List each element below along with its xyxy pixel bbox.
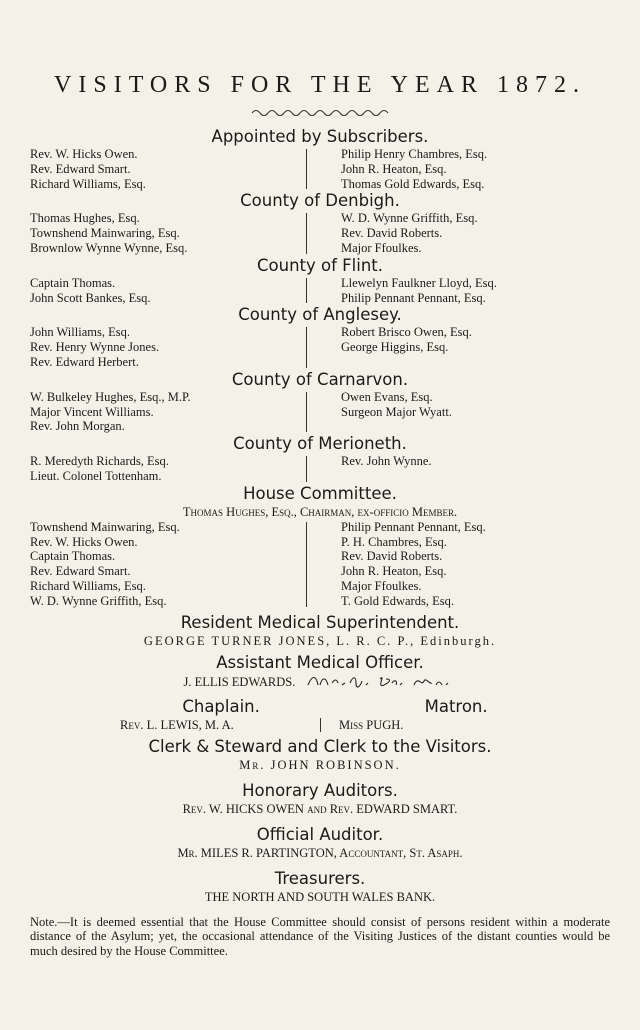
subscribers-heading: Appointed by Subscribers. (211, 127, 429, 146)
list-item: Townshend Mainwaring, Esq. (30, 226, 180, 241)
list-item: Rev. Henry Wynne Jones. (30, 340, 160, 355)
list-item: Richard Williams, Esq. (30, 578, 146, 593)
carnarvon-heading: County of Carnarvon. (231, 369, 409, 389)
chaplain-matron-headings (30, 697, 610, 717)
column-divider (306, 522, 307, 607)
anglesey-left-column (30, 325, 306, 369)
list-item: Robert Brisco Owen, Esq. (341, 325, 472, 340)
list-item: R. Meredyth Richards, Esq. (30, 454, 169, 469)
list-item: Captain Thomas. (30, 275, 116, 290)
flint-heading: County of Flint. (257, 255, 383, 275)
list-item: W. Bulkeley Hughes, Esq., M.P. (30, 389, 191, 404)
list-item: Thomas Gold Edwards, Esq. (341, 176, 485, 191)
list-item: Major Ffoulkes. (341, 240, 422, 255)
subscribers-right-column (319, 147, 610, 191)
resident-medical-heading: Resident Medical Superintendent. (180, 612, 460, 632)
list-item: Richard Williams, Esq. (30, 176, 146, 191)
list-item: Major Vincent Williams. (30, 404, 154, 419)
handwritten-signature-icon (306, 673, 456, 693)
merioneth-right-column (319, 454, 610, 484)
anglesey-right-column (319, 325, 610, 369)
house-left-column (30, 520, 306, 609)
column-divider (306, 392, 307, 432)
list-item: Major Ffoulkes. (341, 578, 422, 593)
list-item: Townshend Mainwaring, Esq. (30, 519, 180, 534)
page-title: VISITORS FOR THE YEAR 1872. (54, 72, 586, 98)
list-item: John Scott Bankes, Esq. (30, 290, 151, 305)
list-item: Owen Evans, Esq. (341, 389, 433, 404)
resident-medical-name: GEORGE TURNER JONES, L. R. C. P., Edinburgh. (143, 633, 497, 648)
list-item: Rev. Edward Herbert. (30, 354, 139, 369)
official-auditor-name: Mr. MILES R. PARTINGTON, Accountant, St. Asaph. (177, 845, 463, 860)
list-item: W. D. Wynne Griffith, Esq. (341, 211, 478, 226)
list-item: T. Gold Edwards, Esq. (341, 593, 454, 608)
merioneth-list (30, 454, 610, 484)
clerk-heading: Clerk & Steward and Clerk to the Visitors. (148, 736, 492, 756)
house-committee-heading: House Committee. (243, 483, 397, 503)
subscribers-left-column (30, 147, 306, 191)
assistant-medical-name: J. ELLIS EDWARDS. (183, 674, 296, 689)
official-auditor-heading: Official Auditor. (256, 824, 384, 844)
denbigh-heading: County of Denbigh. (240, 191, 400, 211)
carnarvon-list (30, 390, 610, 434)
flint-right-column (319, 276, 610, 306)
chaplain-name: Rev. L. LEWIS, M. A. (120, 717, 234, 732)
denbigh-list (30, 211, 610, 255)
list-item: Rev. Edward Smart. (30, 564, 131, 579)
assistant-medical-line (30, 673, 610, 693)
subscribers-list (30, 147, 610, 191)
list-item: Lieut. Colonel Tottenham. (30, 468, 162, 483)
column-divider (306, 213, 307, 253)
denbigh-right-column (319, 211, 610, 255)
list-item: Rev. John Morgan. (30, 419, 125, 434)
column-divider (306, 149, 307, 189)
list-item: George Higgins, Esq. (341, 340, 449, 355)
list-item: P. H. Chambres, Esq. (341, 534, 447, 549)
flint-list (30, 276, 610, 306)
merioneth-heading: County of Merioneth. (233, 434, 407, 454)
treasurers-heading: Treasurers. (274, 868, 366, 888)
list-item: W. D. Wynne Griffith, Esq. (30, 593, 167, 608)
list-item: Philip Pennant Pennant, Esq. (341, 290, 486, 305)
chaplain-heading: Chaplain. (182, 696, 260, 716)
flint-left-column (30, 276, 306, 306)
anglesey-heading: County of Anglesey. (238, 305, 402, 325)
house-committee-list (30, 520, 610, 609)
assistant-medical-heading: Assistant Medical Officer. (216, 652, 424, 672)
list-item: Captain Thomas. (30, 549, 116, 564)
merioneth-left-column (30, 454, 306, 484)
list-item: Philip Henry Chambres, Esq. (341, 147, 488, 161)
treasurers-name: THE NORTH AND SOUTH WALES BANK. (204, 889, 436, 904)
list-item: Llewelyn Faulkner Lloyd, Esq. (341, 275, 497, 290)
list-item: John R. Heaton, Esq. (341, 564, 447, 579)
honorary-auditors-heading: Honorary Auditors. (242, 780, 398, 800)
column-divider (306, 456, 307, 482)
list-item: Philip Pennant Pennant, Esq. (341, 519, 486, 534)
list-item: Rev. W. Hicks Owen. (30, 534, 138, 549)
matron-heading: Matron. (424, 696, 488, 716)
list-item: Surgeon Major Wyatt. (341, 404, 452, 419)
list-item: Rev. John Wynne. (341, 454, 432, 469)
footnote: Note.—It is deemed essential that the House Committee should consist of persons resident within a moderate distance of the Asylum; yet, the occasional attendance of the Visiting Justices of the distant counties would be much desired by the House Committee. (30, 914, 610, 958)
column-divider (320, 718, 321, 732)
document-page (30, 0, 610, 958)
list-item: Rev. W. Hicks Owen. (30, 147, 138, 161)
clerk-name: Mr. JOHN ROBINSON. (239, 757, 401, 772)
list-item: Brownlow Wynne Wynne, Esq. (30, 240, 188, 255)
chaplain-matron-names (30, 717, 610, 733)
honorary-auditors-names: Rev. W. HICKS OWEN and Rev. EDWARD SMART. (182, 801, 458, 816)
column-divider (306, 278, 307, 304)
column-divider (306, 327, 307, 367)
list-item: John R. Heaton, Esq. (341, 161, 447, 176)
anglesey-list (30, 325, 610, 369)
carnarvon-left-column (30, 390, 306, 434)
list-item: Rev. Edward Smart. (30, 161, 131, 176)
list-item: John Williams, Esq. (30, 325, 130, 340)
list-item: Rev. David Roberts. (341, 549, 443, 564)
house-right-column (319, 520, 610, 609)
chairman-line: Thomas Hughes, Esq., Chairman, ex-officio Member. (182, 504, 458, 519)
matron-name: Miss PUGH. (339, 717, 404, 732)
list-item: Rev. David Roberts. (341, 226, 443, 241)
carnarvon-right-column (319, 390, 610, 434)
wavy-ornament (30, 105, 610, 119)
list-item: Thomas Hughes, Esq. (30, 211, 140, 226)
denbigh-left-column (30, 211, 306, 255)
